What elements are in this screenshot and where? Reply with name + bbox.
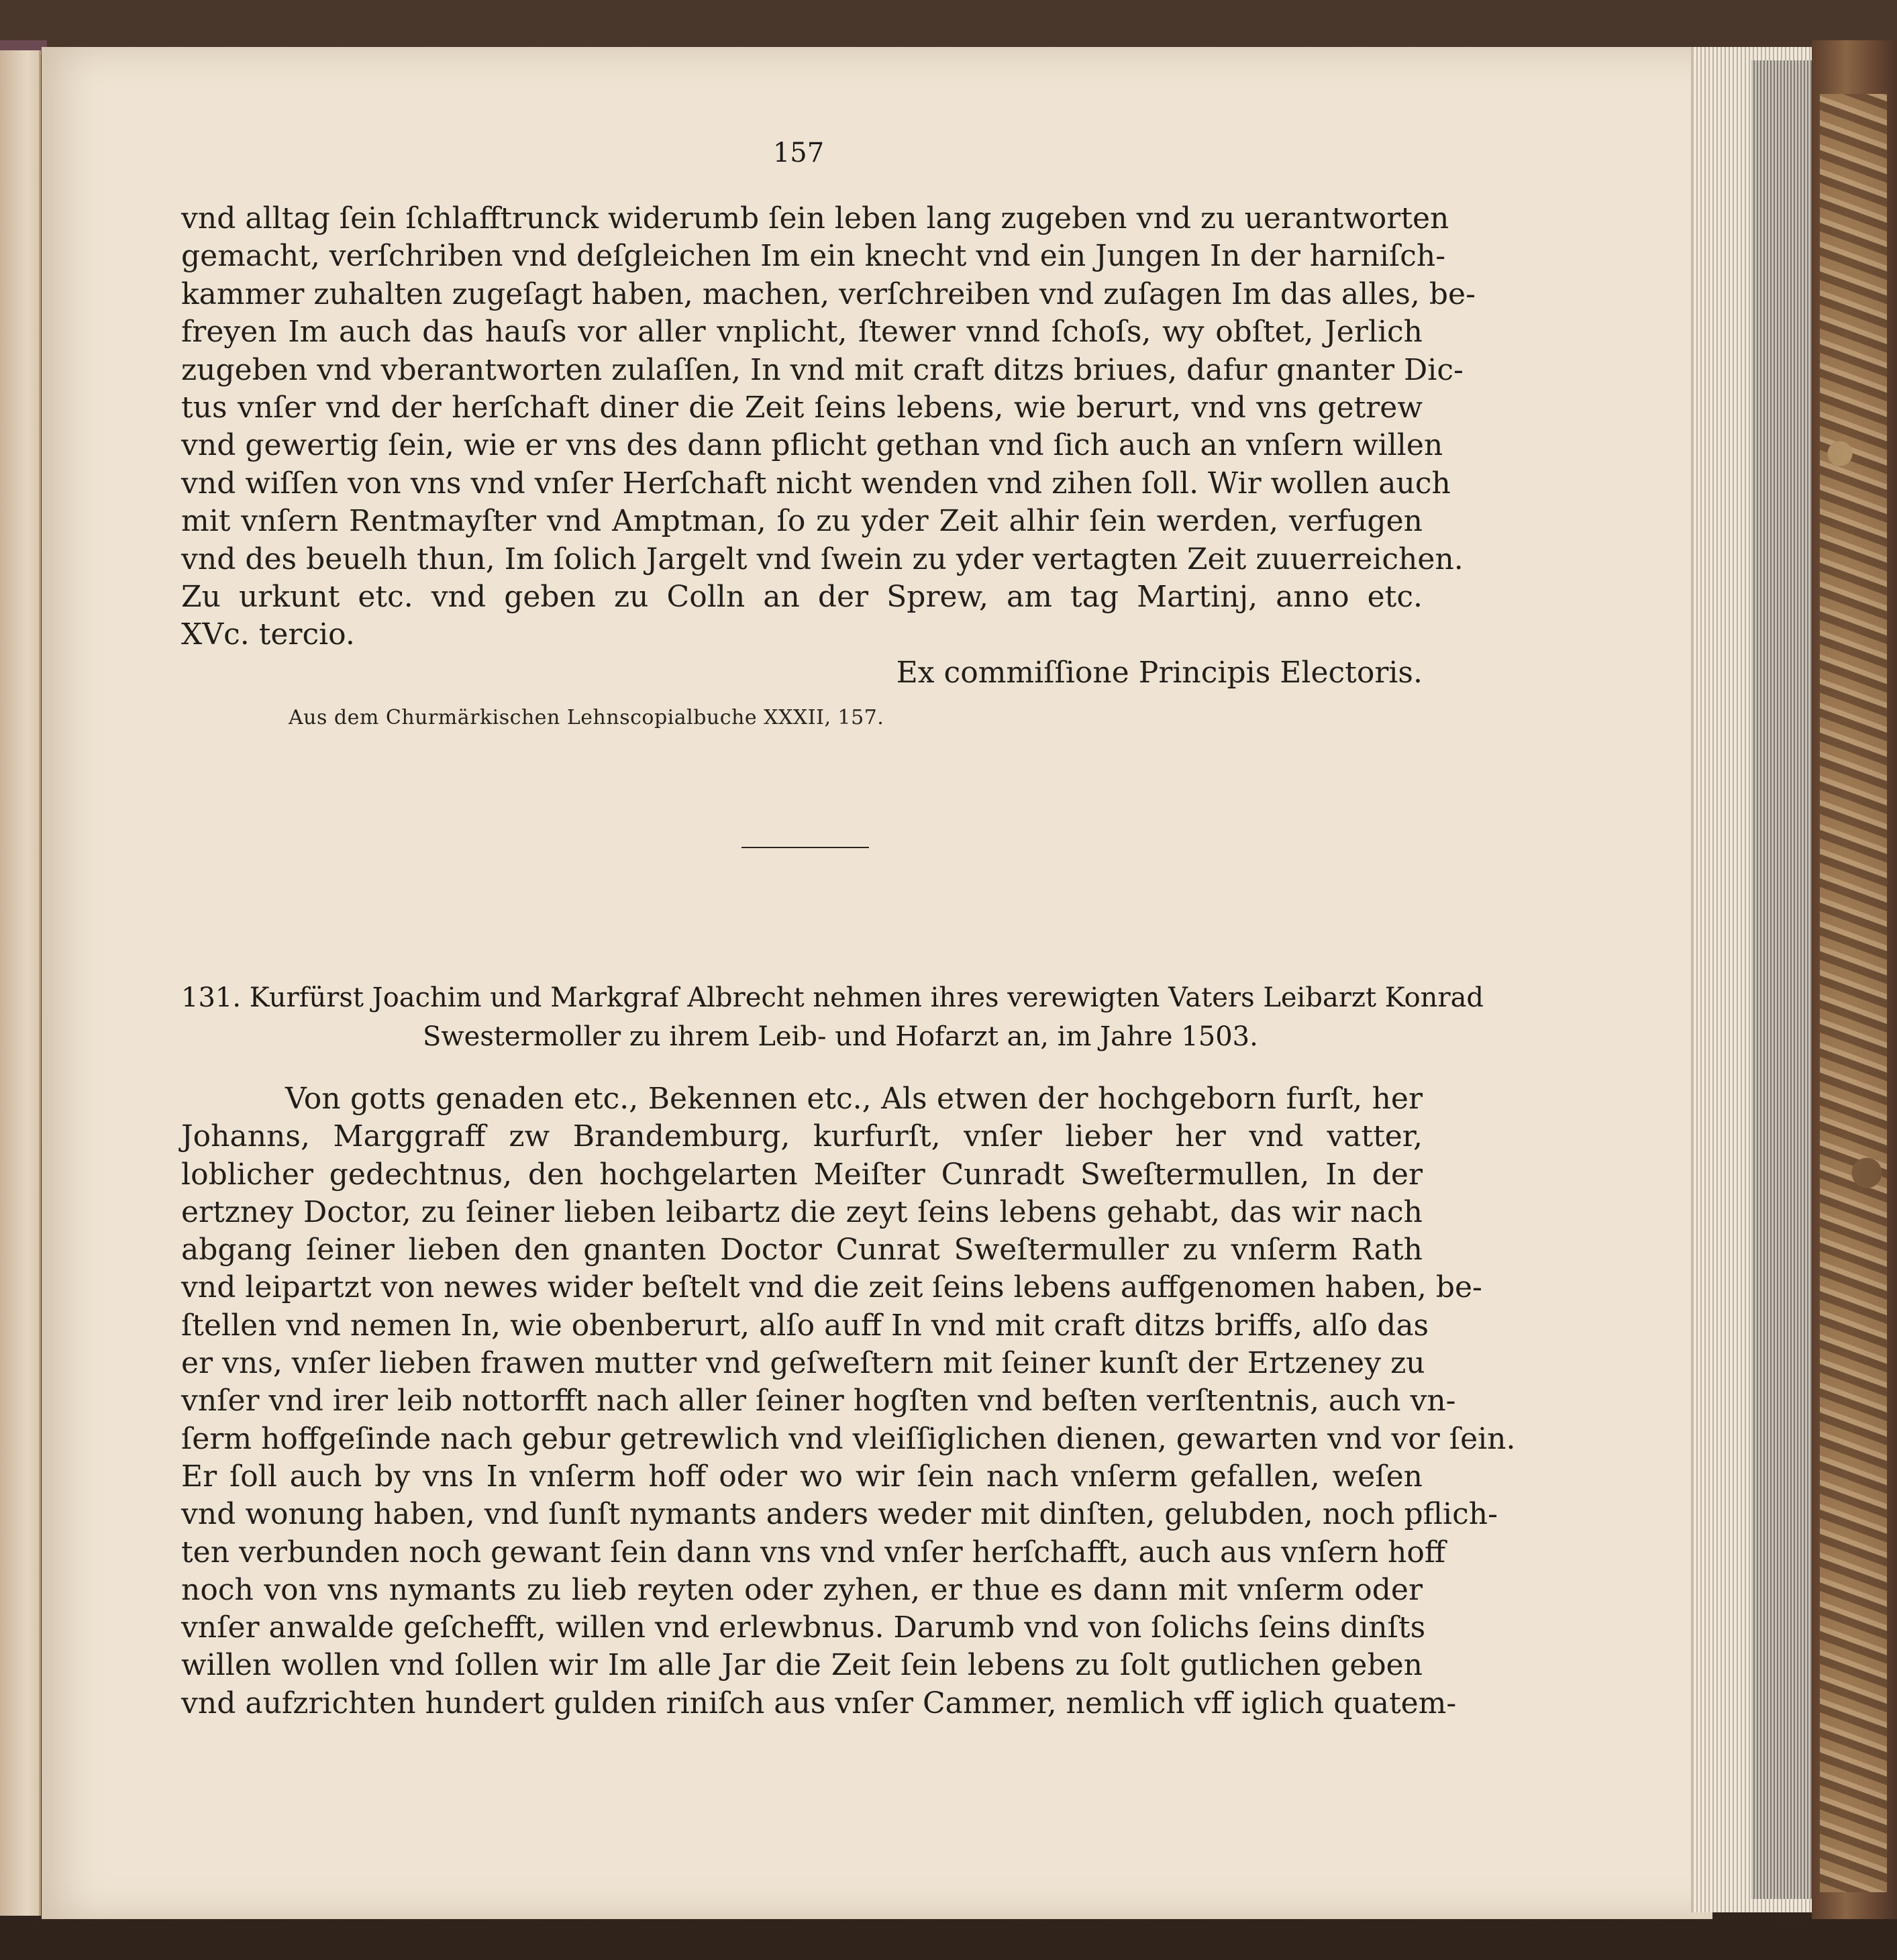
text-line: gemacht, verſchriben vnd deſgleichen Im ein knecht vnd ein Jungen In der harniſch-: [181, 239, 1446, 274]
heading-line-1: 131. Kurfürst Joachim und Markgraf Albrecht nehmen ihres verewigten Vaters Leibarzt Konrad: [181, 982, 1484, 1013]
text-line: Von gotts genaden etc., Bekennen etc., Als etwen der hochgeborn furſt, her: [285, 1082, 1423, 1116]
text-line: noch von vns nymants zu lieb reyten oder zyhen, er thue es dann mit vnſerm oder: [181, 1572, 1423, 1607]
text-line: XVc. tercio.: [181, 617, 355, 652]
signature-line: Ex commiſſione Principis Electoris.: [896, 655, 1423, 690]
text-line: abgang ſeiner lieben den gnanten Doctor Cunrat Sweſtermuller zu vnſerm Rath: [181, 1233, 1423, 1268]
document-top-text: [181, 200, 1476, 692]
page-edges-shadow: [1751, 60, 1812, 1899]
text-line: ſtellen vnd nemen In, wie obenberurt, alſo auff In vnd mit craft ditzs briffs, alſo das: [181, 1308, 1429, 1343]
text-line: vnd aufzrichten hundert gulden riniſch aus vnſer Cammer, nemlich vff iglich quatem-: [181, 1686, 1457, 1720]
text-line: Zu urkunt etc. vnd geben zu Colln an der Sprew, am tag Martinj, anno etc.: [181, 579, 1423, 614]
text-line: kammer zuhalten zugeſagt haben, machen, verſchreiben vnd zuſagen Im das alles, be-: [181, 276, 1476, 311]
text-line: er vns, vnſer lieben frawen mutter vnd geſweſtern mit ſeiner kunſt der Ertzeney zu: [181, 1346, 1425, 1381]
marbled-endpaper: [1820, 94, 1887, 1892]
text-line: vnd des beuelh thun, Im ſolich Jargelt vnd ſwein zu yder vertagten Zeit zuuerreichen.: [181, 541, 1464, 576]
text-line: freyen Im auch das hauſs vor aller vnplicht, ſtewer vnnd ſchoſs, wy obſtet, Jerlich: [181, 315, 1423, 350]
document-body-text: [181, 1080, 1516, 1722]
text-line: Johanns, Marggraff zw Brandemburg, kurfurſt, vnſer lieber her vnd vatter,: [181, 1119, 1423, 1154]
text-line: tus vnſer vnd der herſchaft diner die Zeit ſeins lebens, wie berurt, vnd vns getrew: [181, 390, 1423, 425]
text-line: zugeben vnd vberantworten zulaſſen, In vnd mit craft ditzs briues, dafur gnanter Dic-: [181, 352, 1464, 387]
text-line: ſerm hoffgeſinde nach gebur getrewlich vnd vleiſſiglichen dienen, gewarten vnd vor ſein.: [181, 1421, 1516, 1456]
left-facing-page: [0, 50, 41, 1916]
text-line: vnd alltag ſein ſchlafftrunck widerumb ſein leben lang zugeben vnd zu uerantworten: [181, 201, 1449, 236]
text-line: vnd wiſſen von vns vnd vnſer Herſchaft nicht wenden vnd zihen ſoll. Wir wollen auch: [181, 466, 1451, 501]
text-line: loblicher gedechtnus, den hochgelarten Meiſter Cunradt Sweſtermullen, In der: [181, 1157, 1423, 1192]
text-line: ertzney Doctor, zu ſeiner lieben leibartz die zeyt ſeins lebens gehabt, das wir nach: [181, 1194, 1423, 1229]
text-line: Er ſoll auch by vns In vnſerm hoff oder wo wir ſein nach vnſerm gefallen, weſen: [181, 1459, 1423, 1494]
text-line: mit vnſern Rentmayſter vnd Amptman, ſo zu yder Zeit alhir ſein werden, verfugen: [181, 504, 1423, 539]
heading-line-2: Swestermoller zu ihrem Leib- und Hofarzt an, im Jahre 1503.: [423, 1021, 1258, 1052]
text-line: vnd leipartzt von newes wider beſtelt vnd die zeit ſeins lebens auffgenomen haben, be-: [181, 1270, 1482, 1305]
text-line: willen wollen vnd ſollen wir Im alle Jar die Zeit ſein lebens zu ſolt gutlichen geben: [181, 1648, 1423, 1683]
text-line: vnſer vnd irer leib nottorfft nach aller ſeiner hogſten vnd beſten verſtentnis, auch vn-: [181, 1384, 1456, 1419]
document-heading: [181, 978, 1484, 1056]
text-line: vnd wonung haben, vnd ſunſt nymants anders weder mit dinſten, gelubden, noch pflich-: [181, 1497, 1498, 1532]
text-line: ten verbunden noch gewant ſein dann vns vnd vnſer herſchafft, auch aus vnſern hoff: [181, 1535, 1446, 1569]
text-line: vnſer anwalde geſchefft, willen vnd erlewbnus. Darumb vnd von ſolichs ſeins dinſts: [181, 1610, 1426, 1645]
page-number: 157: [772, 138, 825, 168]
text-line: vnd gewertig ſein, wie er vns des dann pflicht gethan vnd ſich auch an vnſern willen: [181, 428, 1443, 463]
source-note: Aus dem Churmärkischen Lehnscopialbuche XXXII, 157.: [289, 706, 884, 729]
section-divider: [741, 847, 869, 848]
